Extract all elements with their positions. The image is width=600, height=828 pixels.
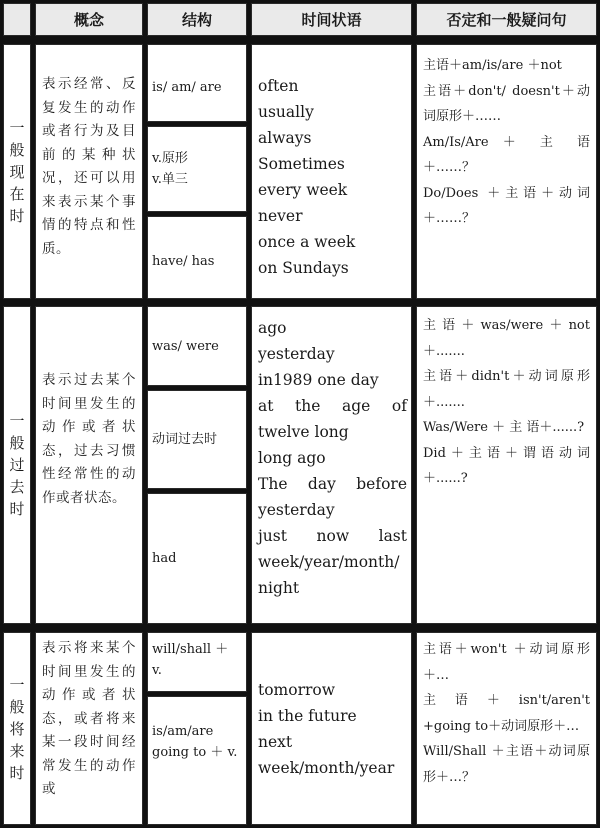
header-structure: 结构 xyxy=(147,3,247,36)
structure-cell: was/ were xyxy=(147,306,247,386)
time-adverbial-cell: ago yesterday in1989 one day at the age of twelve long long ago The day before yesterday just now last week/year/month/ night xyxy=(251,306,412,624)
header-negative-question: 否定和一般疑问句 xyxy=(416,3,597,36)
concept-cell: 表示过去某个时间里发生的动作或者状态，过去习惯性经常性的动作或者状态。 xyxy=(35,306,143,624)
concept-cell: 表示经常、反复发生的动作或者行为及目前的某种状况，还可以用来表示某个事情的特点和性质。 xyxy=(35,44,143,299)
structure-cell: will/shall ＋ v. xyxy=(147,632,247,692)
tense-name: 一般将来时 xyxy=(9,675,25,782)
negative-question-cell: 主语＋am/is/are ＋not 主语＋don't/ doesn't＋动词原形＋…… Am/Is/Are ＋ 主 语＋……？ Do/Does ＋主语＋动词＋……？ xyxy=(416,44,597,299)
structure-cell: had xyxy=(147,493,247,624)
tense-label xyxy=(3,632,31,825)
tense-name: 一般过去时 xyxy=(9,412,25,518)
structure-cell: is/ am/ are xyxy=(147,44,247,122)
header-concept: 概念 xyxy=(35,3,143,36)
structure-cell: 动词过去时 xyxy=(147,390,247,489)
tense-label xyxy=(3,44,31,299)
structure-cell: is/am/are going to ＋ v. xyxy=(147,696,247,825)
structure-cell: v.原形 v.单三 xyxy=(147,126,247,212)
negative-question-cell: 主语＋was/were＋not＋....... 主语＋didn't＋动词原形＋....... Was/Were ＋ 主 语＋......? Did＋主语＋谓语动词＋......? xyxy=(416,306,597,624)
structure-cell: have/ has xyxy=(147,216,247,299)
time-adverbial-cell: often usually always Sometimes every week never once a week on Sundays xyxy=(251,44,412,299)
header-time-adverbial: 时间状语 xyxy=(251,3,412,36)
header-blank-cell xyxy=(3,3,31,36)
concept-cell: 表示将来某个时间里发生的动作或者状态，或者将来某一段时间经常发生的动作或 xyxy=(35,632,143,825)
negative-question-cell: 主语＋won't ＋动词原形＋… 主 语 ＋ isn't/aren't +going to＋动词原形＋… Will/Shall ＋主语＋动词原形＋…？ xyxy=(416,632,597,825)
tense-label xyxy=(3,306,31,624)
time-adverbial-cell: tomorrow in the future next week/month/year xyxy=(251,632,412,825)
tense-name: 一般现在时 xyxy=(9,118,25,225)
